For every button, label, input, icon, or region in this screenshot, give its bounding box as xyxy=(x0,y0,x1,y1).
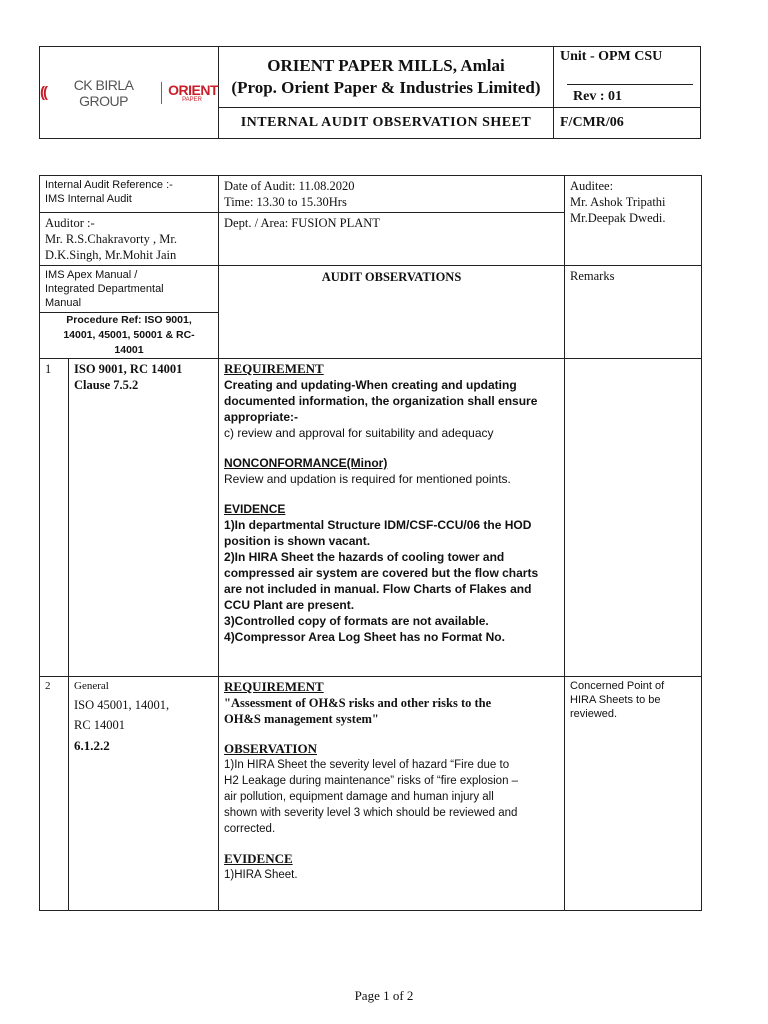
audit-time: Time: 13.30 to 15.30Hrs xyxy=(224,195,347,209)
evidence-text: 2)In HIRA Sheet the hazards of cooling tower and xyxy=(224,550,505,564)
requirement-text: OH&S management system" xyxy=(224,712,379,726)
observation-row xyxy=(40,677,702,911)
observation-text: H2 Leakage during maintenance” risks of “fire explosion – xyxy=(224,775,519,787)
auditee-name: Mr.Deepak Dwedi. xyxy=(570,211,666,225)
nonconformance-heading: NONCONFORMANCE(Minor) xyxy=(224,456,388,470)
evidence-heading: EVIDENCE xyxy=(224,851,293,866)
observation-text: air pollution, equipment damage and human injury all xyxy=(224,791,494,803)
rev-cell: Rev : 01 xyxy=(567,84,693,106)
procedure-reference xyxy=(40,312,218,358)
clause-number: Clause 7.5.2 xyxy=(74,378,139,392)
observation-heading: OBSERVATION xyxy=(224,741,317,756)
company-name-cell xyxy=(219,47,554,108)
page-number: Page 1 of 2 xyxy=(354,988,414,1003)
manual-line: IMS Apex Manual / xyxy=(45,269,138,281)
form-number: F/CMR/06 xyxy=(554,108,701,139)
info-row-headings xyxy=(40,266,702,359)
logo-group-text: CK BIRLA GROUP xyxy=(73,76,134,109)
audit-observation-table xyxy=(39,175,702,911)
requirement-text: documented information, the organization shall ensure xyxy=(224,394,538,408)
evidence-text: are not included in manual. Flow Charts of Flakes and xyxy=(224,582,532,596)
row-number: 1 xyxy=(40,359,69,677)
observations-heading: AUDIT OBSERVATIONS xyxy=(219,266,565,359)
requirement-heading: REQUIREMENT xyxy=(224,361,324,376)
requirement-text: "Assessment of OH&S risks and other risks to the xyxy=(224,696,492,710)
requirement-text: c) review and approval for suitability and adequacy xyxy=(224,426,494,440)
requirement-heading: REQUIREMENT xyxy=(224,679,324,694)
nonconformance-text: Review and updation is required for mentioned points. xyxy=(224,472,511,486)
remarks-text: reviewed. xyxy=(570,708,618,720)
observation-text: shown with severity level 3 which should be reviewed and xyxy=(224,807,518,819)
requirement-text: appropriate:- xyxy=(224,410,299,424)
auditee-name: Mr. Ashok Tripathi xyxy=(570,195,666,209)
remarks-heading: Remarks xyxy=(565,266,702,359)
remarks-text: HIRA Sheets to be xyxy=(570,694,661,706)
company-name: ORIENT PAPER MILLS, Amlai xyxy=(267,56,505,75)
row-number: 2 xyxy=(40,677,69,911)
auditee-cell xyxy=(565,176,702,266)
standard-ref: RC 14001 xyxy=(74,718,126,732)
ck-logo-mark-icon: (( xyxy=(40,84,46,101)
standard-ref: ISO 45001, 14001, xyxy=(74,698,170,712)
auditee-label: Auditee: xyxy=(570,179,614,193)
evidence-text: position is shown vacant. xyxy=(224,534,371,548)
clause-number: 6.1.2.2 xyxy=(74,738,110,753)
logo-divider xyxy=(161,82,162,104)
auditor-names: D.K.Singh, Mr.Mohit Jain xyxy=(45,248,177,262)
orient-brand: ORIENT xyxy=(168,81,218,98)
unit-cell: Unit - OPM CSU xyxy=(554,47,701,108)
auditor-names: Mr. R.S.Chakravorty , Mr. xyxy=(45,232,177,246)
company-proprietor: (Prop. Orient Paper & Industries Limited) xyxy=(231,78,541,97)
company-logo xyxy=(40,77,218,109)
observation-details xyxy=(219,359,565,677)
audit-reference xyxy=(40,176,219,213)
clause-reference xyxy=(69,677,219,911)
dept-area: Dept. / Area: FUSION PLANT xyxy=(219,213,565,266)
observation-text: corrected. xyxy=(224,823,276,835)
evidence-text: 4)Compressor Area Log Sheet has no Format No. xyxy=(224,630,505,644)
remarks-cell xyxy=(565,677,702,911)
auditor-label: Auditor :- xyxy=(45,216,95,230)
evidence-text: 1)In departmental Structure IDM/CSF-CCU/06 the HOD xyxy=(224,518,532,532)
info-row-reference xyxy=(40,176,702,213)
evidence-text: 1)HIRA Sheet. xyxy=(224,869,298,881)
sheet-title: INTERNAL AUDIT OBSERVATION SHEET xyxy=(219,108,554,139)
evidence-heading: EVIDENCE xyxy=(224,502,286,516)
manual-line: Manual xyxy=(45,297,82,309)
procedure-line: Procedure Ref: ISO 9001, xyxy=(66,314,192,326)
evidence-text: CCU Plant are present. xyxy=(224,598,355,612)
procedure-line: 14001 xyxy=(114,344,144,356)
observation-row xyxy=(40,359,702,677)
orient-logo xyxy=(168,83,218,103)
evidence-text: 3)Controlled copy of formats are not available. xyxy=(224,614,489,628)
remarks-cell xyxy=(565,359,702,677)
auditor-cell xyxy=(40,213,219,266)
procedure-line: 14001, 45001, 50001 & RC- xyxy=(63,329,195,341)
manual-line: Integrated Departmental xyxy=(45,283,164,295)
standard-ref: ISO 9001, RC 14001 xyxy=(74,362,183,376)
orient-brand-sub: PAPER xyxy=(182,96,203,103)
observation-text: 1)In HIRA Sheet the severity level of hazard “Fire due to xyxy=(224,759,510,771)
logo-cell xyxy=(40,47,219,139)
remarks-text: Concerned Point of xyxy=(570,680,665,692)
evidence-text: compressed air system are covered but the flow charts xyxy=(224,566,539,580)
requirement-text: Creating and updating-When creating and updating xyxy=(224,378,517,392)
general-label: General xyxy=(74,680,109,692)
audit-date: Date of Audit: 11.08.2020 xyxy=(224,179,355,193)
audit-date-time xyxy=(219,176,565,213)
manual-reference xyxy=(40,266,219,359)
audit-reference-value: IMS Internal Audit xyxy=(45,193,132,205)
audit-reference-label: Internal Audit Reference :- xyxy=(45,179,173,191)
observation-details xyxy=(219,677,565,911)
clause-reference xyxy=(69,359,219,677)
